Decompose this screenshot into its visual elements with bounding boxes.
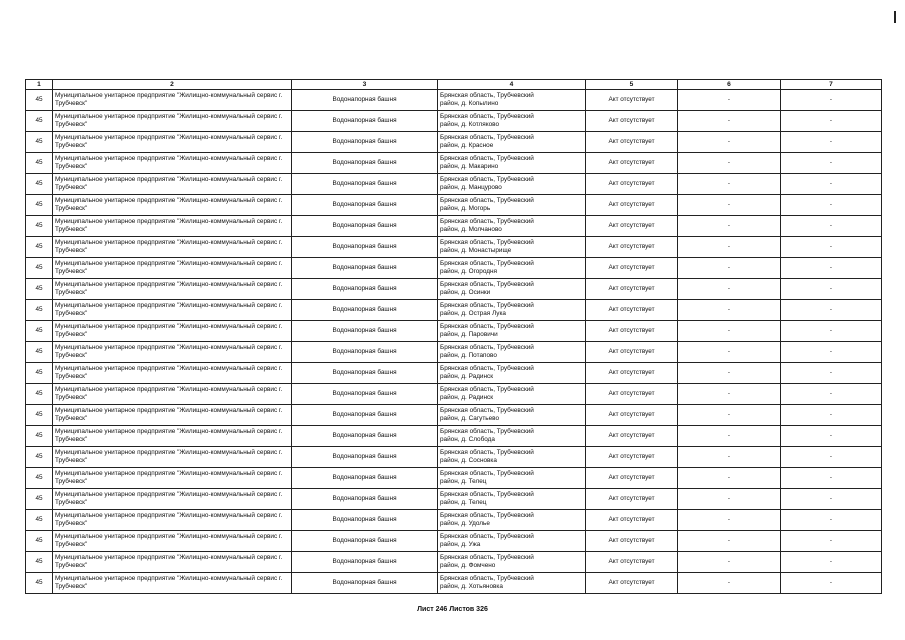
row-number: 45 bbox=[26, 321, 53, 342]
address-region: Брянская область, Трубчевский bbox=[440, 554, 534, 562]
corner-mark bbox=[894, 11, 896, 23]
row-number: 45 bbox=[26, 279, 53, 300]
row-number: 45 bbox=[26, 237, 53, 258]
table-row bbox=[26, 153, 882, 174]
row-number: 45 bbox=[26, 300, 53, 321]
address-region: Брянская область, Трубчевский bbox=[440, 113, 534, 121]
address-place: район, д. Телец bbox=[440, 499, 487, 506]
address-cell bbox=[438, 447, 586, 468]
act-status: Акт отсутствует bbox=[586, 489, 678, 510]
table-row bbox=[26, 384, 882, 405]
column-7-value: - bbox=[781, 510, 882, 531]
organization-name: Муниципальное унитарное предприятие "Жилищно-коммунальный сервис г. Трубчевск" bbox=[53, 489, 292, 510]
address-cell bbox=[438, 489, 586, 510]
object-type: Водонапорная башня bbox=[292, 174, 438, 195]
object-type: Водонапорная башня bbox=[292, 342, 438, 363]
object-type: Водонапорная башня bbox=[292, 531, 438, 552]
address-cell bbox=[438, 279, 586, 300]
row-number: 45 bbox=[26, 489, 53, 510]
table-row bbox=[26, 531, 882, 552]
column-7-value: - bbox=[781, 90, 882, 111]
address-cell bbox=[438, 426, 586, 447]
address-place: район, д. Потапово bbox=[440, 352, 497, 359]
address-region: Брянская область, Трубчевский bbox=[440, 386, 534, 394]
address-place: район, д. Фомчено bbox=[440, 562, 496, 569]
address-region: Брянская область, Трубчевский bbox=[440, 260, 534, 268]
table-row bbox=[26, 468, 882, 489]
address-place: район, д. Сагутьево bbox=[440, 415, 500, 422]
column-6-value: - bbox=[678, 258, 781, 279]
act-status: Акт отсутствует bbox=[586, 174, 678, 195]
register-table bbox=[25, 79, 882, 594]
column-7-value: - bbox=[781, 342, 882, 363]
act-status: Акт отсутствует bbox=[586, 447, 678, 468]
organization-name: Муниципальное унитарное предприятие "Жилищно-коммунальный сервис г. Трубчевск" bbox=[53, 552, 292, 573]
address-region: Брянская область, Трубчевский bbox=[440, 176, 534, 184]
address-cell bbox=[438, 258, 586, 279]
address-place: район, д. Радинск bbox=[440, 373, 494, 380]
organization-name: Муниципальное унитарное предприятие "Жилищно-коммунальный сервис г. Трубчевск" bbox=[53, 363, 292, 384]
table-row bbox=[26, 258, 882, 279]
address-cell bbox=[438, 405, 586, 426]
object-type: Водонапорная башня bbox=[292, 468, 438, 489]
act-status: Акт отсутствует bbox=[586, 552, 678, 573]
object-type: Водонапорная башня bbox=[292, 384, 438, 405]
organization-name: Муниципальное унитарное предприятие "Жилищно-коммунальный сервис г. Трубчевск" bbox=[53, 405, 292, 426]
header-col-7: 7 bbox=[781, 80, 882, 90]
row-number: 45 bbox=[26, 216, 53, 237]
address-cell bbox=[438, 237, 586, 258]
row-number: 45 bbox=[26, 153, 53, 174]
column-7-value: - bbox=[781, 195, 882, 216]
row-number: 45 bbox=[26, 447, 53, 468]
address-place: район, д. Макарино bbox=[440, 163, 499, 170]
address-region: Брянская область, Трубчевский bbox=[440, 449, 534, 457]
object-type: Водонапорная башня bbox=[292, 447, 438, 468]
row-number: 45 bbox=[26, 426, 53, 447]
address-region: Брянская область, Трубчевский bbox=[440, 197, 534, 205]
object-type: Водонапорная башня bbox=[292, 300, 438, 321]
object-type: Водонапорная башня bbox=[292, 573, 438, 594]
address-place: район, д. Острая Лука bbox=[440, 310, 506, 317]
act-status: Акт отсутствует bbox=[586, 363, 678, 384]
address-place: район, д. Огородня bbox=[440, 268, 497, 275]
row-number: 45 bbox=[26, 174, 53, 195]
address-region: Брянская область, Трубчевский bbox=[440, 302, 534, 310]
column-6-value: - bbox=[678, 468, 781, 489]
address-cell bbox=[438, 552, 586, 573]
page-counter: Лист 246 Листов 326 bbox=[417, 606, 488, 613]
address-cell bbox=[438, 342, 586, 363]
table-row bbox=[26, 426, 882, 447]
column-7-value: - bbox=[781, 489, 882, 510]
object-type: Водонапорная башня bbox=[292, 258, 438, 279]
address-place: район, д. Удолье bbox=[440, 520, 490, 527]
organization-name: Муниципальное унитарное предприятие "Жилищно-коммунальный сервис г. Трубчевск" bbox=[53, 321, 292, 342]
address-place: район, д. Хотьяновка bbox=[440, 583, 503, 590]
address-place: район, д. Красное bbox=[440, 142, 494, 149]
act-status: Акт отсутствует bbox=[586, 405, 678, 426]
column-7-value: - bbox=[781, 531, 882, 552]
header-col-3: 3 bbox=[292, 80, 438, 90]
organization-name: Муниципальное унитарное предприятие "Жилищно-коммунальный сервис г. Трубчевск" bbox=[53, 531, 292, 552]
column-6-value: - bbox=[678, 531, 781, 552]
table-row bbox=[26, 216, 882, 237]
table-row bbox=[26, 573, 882, 594]
table-row bbox=[26, 321, 882, 342]
header-col-4: 4 bbox=[438, 80, 586, 90]
address-place: район, д. Сосновка bbox=[440, 457, 497, 464]
table-row bbox=[26, 111, 882, 132]
table-row bbox=[26, 405, 882, 426]
column-7-value: - bbox=[781, 153, 882, 174]
object-type: Водонапорная башня bbox=[292, 132, 438, 153]
act-status: Акт отсутствует bbox=[586, 279, 678, 300]
organization-name: Муниципальное унитарное предприятие "Жилищно-коммунальный сервис г. Трубчевск" bbox=[53, 111, 292, 132]
row-number: 45 bbox=[26, 468, 53, 489]
row-number: 45 bbox=[26, 258, 53, 279]
table-row bbox=[26, 237, 882, 258]
address-cell bbox=[438, 153, 586, 174]
address-region: Брянская область, Трубчевский bbox=[440, 155, 534, 163]
row-number: 45 bbox=[26, 132, 53, 153]
address-cell bbox=[438, 363, 586, 384]
organization-name: Муниципальное унитарное предприятие "Жилищно-коммунальный сервис г. Трубчевск" bbox=[53, 237, 292, 258]
organization-name: Муниципальное унитарное предприятие "Жилищно-коммунальный сервис г. Трубчевск" bbox=[53, 132, 292, 153]
column-7-value: - bbox=[781, 447, 882, 468]
act-status: Акт отсутствует bbox=[586, 321, 678, 342]
organization-name: Муниципальное унитарное предприятие "Жилищно-коммунальный сервис г. Трубчевск" bbox=[53, 573, 292, 594]
object-type: Водонапорная башня bbox=[292, 321, 438, 342]
organization-name: Муниципальное унитарное предприятие "Жилищно-коммунальный сервис г. Трубчевск" bbox=[53, 195, 292, 216]
column-7-value: - bbox=[781, 132, 882, 153]
row-number: 45 bbox=[26, 510, 53, 531]
table-row bbox=[26, 90, 882, 111]
address-cell bbox=[438, 531, 586, 552]
column-6-value: - bbox=[678, 426, 781, 447]
organization-name: Муниципальное унитарное предприятие "Жилищно-коммунальный сервис г. Трубчевск" bbox=[53, 174, 292, 195]
address-region: Брянская область, Трубчевский bbox=[440, 92, 534, 100]
column-6-value: - bbox=[678, 195, 781, 216]
address-place: район, д. Осинки bbox=[440, 289, 491, 296]
organization-name: Муниципальное унитарное предприятие "Жилищно-коммунальный сервис г. Трубчевск" bbox=[53, 426, 292, 447]
act-status: Акт отсутствует bbox=[586, 342, 678, 363]
column-6-value: - bbox=[678, 300, 781, 321]
column-7-value: - bbox=[781, 573, 882, 594]
object-type: Водонапорная башня bbox=[292, 426, 438, 447]
object-type: Водонапорная башня bbox=[292, 489, 438, 510]
address-region: Брянская область, Трубчевский bbox=[440, 239, 534, 247]
organization-name: Муниципальное унитарное предприятие "Жилищно-коммунальный сервис г. Трубчевск" bbox=[53, 447, 292, 468]
column-6-value: - bbox=[678, 552, 781, 573]
column-7-value: - bbox=[781, 216, 882, 237]
column-6-value: - bbox=[678, 216, 781, 237]
object-type: Водонапорная башня bbox=[292, 405, 438, 426]
act-status: Акт отсутствует bbox=[586, 258, 678, 279]
act-status: Акт отсутствует bbox=[586, 531, 678, 552]
address-cell bbox=[438, 573, 586, 594]
row-number: 45 bbox=[26, 531, 53, 552]
organization-name: Муниципальное унитарное предприятие "Жилищно-коммунальный сервис г. Трубчевск" bbox=[53, 342, 292, 363]
organization-name: Муниципальное унитарное предприятие "Жилищно-коммунальный сервис г. Трубчевск" bbox=[53, 279, 292, 300]
address-region: Брянская область, Трубчевский bbox=[440, 323, 534, 331]
act-status: Акт отсутствует bbox=[586, 468, 678, 489]
row-number: 45 bbox=[26, 405, 53, 426]
header-col-6: 6 bbox=[678, 80, 781, 90]
header-col-1: 1 bbox=[26, 80, 53, 90]
row-number: 45 bbox=[26, 195, 53, 216]
act-status: Акт отсутствует bbox=[586, 573, 678, 594]
address-cell bbox=[438, 195, 586, 216]
object-type: Водонапорная башня bbox=[292, 90, 438, 111]
object-type: Водонапорная башня bbox=[292, 552, 438, 573]
column-6-value: - bbox=[678, 174, 781, 195]
column-7-value: - bbox=[781, 552, 882, 573]
organization-name: Муниципальное унитарное предприятие "Жилищно-коммунальный сервис г. Трубчевск" bbox=[53, 384, 292, 405]
address-cell bbox=[438, 510, 586, 531]
column-7-value: - bbox=[781, 426, 882, 447]
column-6-value: - bbox=[678, 279, 781, 300]
address-place: район, д. Ужа bbox=[440, 541, 481, 548]
column-6-value: - bbox=[678, 384, 781, 405]
address-cell bbox=[438, 216, 586, 237]
organization-name: Муниципальное унитарное предприятие "Жилищно-коммунальный сервис г. Трубчевск" bbox=[53, 216, 292, 237]
address-place: район, д. Монастырище bbox=[440, 247, 512, 254]
address-place: район, д. Телец bbox=[440, 478, 487, 485]
act-status: Акт отсутствует bbox=[586, 111, 678, 132]
column-6-value: - bbox=[678, 321, 781, 342]
address-cell bbox=[438, 384, 586, 405]
table-body bbox=[26, 90, 882, 594]
column-7-value: - bbox=[781, 321, 882, 342]
column-6-value: - bbox=[678, 363, 781, 384]
address-place: район, д. Радинск bbox=[440, 394, 494, 401]
organization-name: Муниципальное унитарное предприятие "Жилищно-коммунальный сервис г. Трубчевск" bbox=[53, 468, 292, 489]
organization-name: Муниципальное унитарное предприятие "Жилищно-коммунальный сервис г. Трубчевск" bbox=[53, 510, 292, 531]
act-status: Акт отсутствует bbox=[586, 300, 678, 321]
address-region: Брянская область, Трубчевский bbox=[440, 134, 534, 142]
column-7-value: - bbox=[781, 279, 882, 300]
act-status: Акт отсутствует bbox=[586, 237, 678, 258]
column-6-value: - bbox=[678, 90, 781, 111]
column-7-value: - bbox=[781, 174, 882, 195]
column-6-value: - bbox=[678, 153, 781, 174]
column-7-value: - bbox=[781, 468, 882, 489]
address-region: Брянская область, Трубчевский bbox=[440, 407, 534, 415]
table-row bbox=[26, 489, 882, 510]
act-status: Акт отсутствует bbox=[586, 426, 678, 447]
act-status: Акт отсутствует bbox=[586, 195, 678, 216]
organization-name: Муниципальное унитарное предприятие "Жилищно-коммунальный сервис г. Трубчевск" bbox=[53, 90, 292, 111]
act-status: Акт отсутствует bbox=[586, 384, 678, 405]
header-col-2: 2 bbox=[53, 80, 292, 90]
object-type: Водонапорная башня bbox=[292, 195, 438, 216]
address-region: Брянская область, Трубчевский bbox=[440, 428, 534, 436]
address-cell bbox=[438, 90, 586, 111]
object-type: Водонапорная башня bbox=[292, 363, 438, 384]
address-cell bbox=[438, 468, 586, 489]
object-type: Водонапорная башня bbox=[292, 279, 438, 300]
organization-name: Муниципальное унитарное предприятие "Жилищно-коммунальный сервис г. Трубчевск" bbox=[53, 300, 292, 321]
column-7-value: - bbox=[781, 237, 882, 258]
row-number: 45 bbox=[26, 552, 53, 573]
column-7-value: - bbox=[781, 300, 882, 321]
address-place: район, д. Котляково bbox=[440, 121, 500, 128]
act-status: Акт отсутствует bbox=[586, 510, 678, 531]
column-7-value: - bbox=[781, 384, 882, 405]
table-row bbox=[26, 510, 882, 531]
row-number: 45 bbox=[26, 111, 53, 132]
address-cell bbox=[438, 132, 586, 153]
row-number: 45 bbox=[26, 573, 53, 594]
object-type: Водонапорная башня bbox=[292, 216, 438, 237]
row-number: 45 bbox=[26, 90, 53, 111]
row-number: 45 bbox=[26, 363, 53, 384]
table-row bbox=[26, 195, 882, 216]
address-cell bbox=[438, 300, 586, 321]
organization-name: Муниципальное унитарное предприятие "Жилищно-коммунальный сервис г. Трубчевск" bbox=[53, 258, 292, 279]
table-row bbox=[26, 132, 882, 153]
address-cell bbox=[438, 111, 586, 132]
table-row bbox=[26, 174, 882, 195]
column-6-value: - bbox=[678, 405, 781, 426]
row-number: 45 bbox=[26, 384, 53, 405]
address-region: Брянская область, Трубчевский bbox=[440, 491, 534, 499]
address-place: район, д. Паровичи bbox=[440, 331, 498, 338]
column-6-value: - bbox=[678, 510, 781, 531]
table-row bbox=[26, 447, 882, 468]
address-region: Брянская область, Трубчевский bbox=[440, 281, 534, 289]
object-type: Водонапорная башня bbox=[292, 510, 438, 531]
column-6-value: - bbox=[678, 342, 781, 363]
column-6-value: - bbox=[678, 237, 781, 258]
act-status: Акт отсутствует bbox=[586, 216, 678, 237]
column-6-value: - bbox=[678, 447, 781, 468]
column-7-value: - bbox=[781, 111, 882, 132]
address-place: район, д. Могорь bbox=[440, 205, 491, 212]
address-cell bbox=[438, 321, 586, 342]
address-place: район, д. Копылино bbox=[440, 100, 499, 107]
address-region: Брянская область, Трубчевский bbox=[440, 218, 534, 226]
column-7-value: - bbox=[781, 363, 882, 384]
act-status: Акт отсутствует bbox=[586, 153, 678, 174]
address-place: район, д. Слобода bbox=[440, 436, 495, 443]
header-col-5: 5 bbox=[586, 80, 678, 90]
object-type: Водонапорная башня bbox=[292, 153, 438, 174]
column-6-value: - bbox=[678, 111, 781, 132]
act-status: Акт отсутствует bbox=[586, 90, 678, 111]
address-region: Брянская область, Трубчевский bbox=[440, 512, 534, 520]
address-region: Брянская область, Трубчевский bbox=[440, 344, 534, 352]
address-cell bbox=[438, 174, 586, 195]
object-type: Водонапорная башня bbox=[292, 111, 438, 132]
header-row bbox=[26, 80, 882, 90]
column-6-value: - bbox=[678, 132, 781, 153]
table-row bbox=[26, 363, 882, 384]
table-row bbox=[26, 279, 882, 300]
column-6-value: - bbox=[678, 573, 781, 594]
table-row bbox=[26, 552, 882, 573]
row-number: 45 bbox=[26, 342, 53, 363]
column-7-value: - bbox=[781, 258, 882, 279]
address-region: Брянская область, Трубчевский bbox=[440, 533, 534, 541]
act-status: Акт отсутствует bbox=[586, 132, 678, 153]
address-region: Брянская область, Трубчевский bbox=[440, 470, 534, 478]
column-6-value: - bbox=[678, 489, 781, 510]
address-region: Брянская область, Трубчевский bbox=[440, 365, 534, 373]
table-row bbox=[26, 300, 882, 321]
table-row bbox=[26, 342, 882, 363]
address-region: Брянская область, Трубчевский bbox=[440, 575, 534, 583]
address-place: район, д. Манцурово bbox=[440, 184, 502, 191]
organization-name: Муниципальное унитарное предприятие "Жилищно-коммунальный сервис г. Трубчевск" bbox=[53, 153, 292, 174]
object-type: Водонапорная башня bbox=[292, 237, 438, 258]
column-7-value: - bbox=[781, 405, 882, 426]
address-place: район, д. Молчаново bbox=[440, 226, 502, 233]
